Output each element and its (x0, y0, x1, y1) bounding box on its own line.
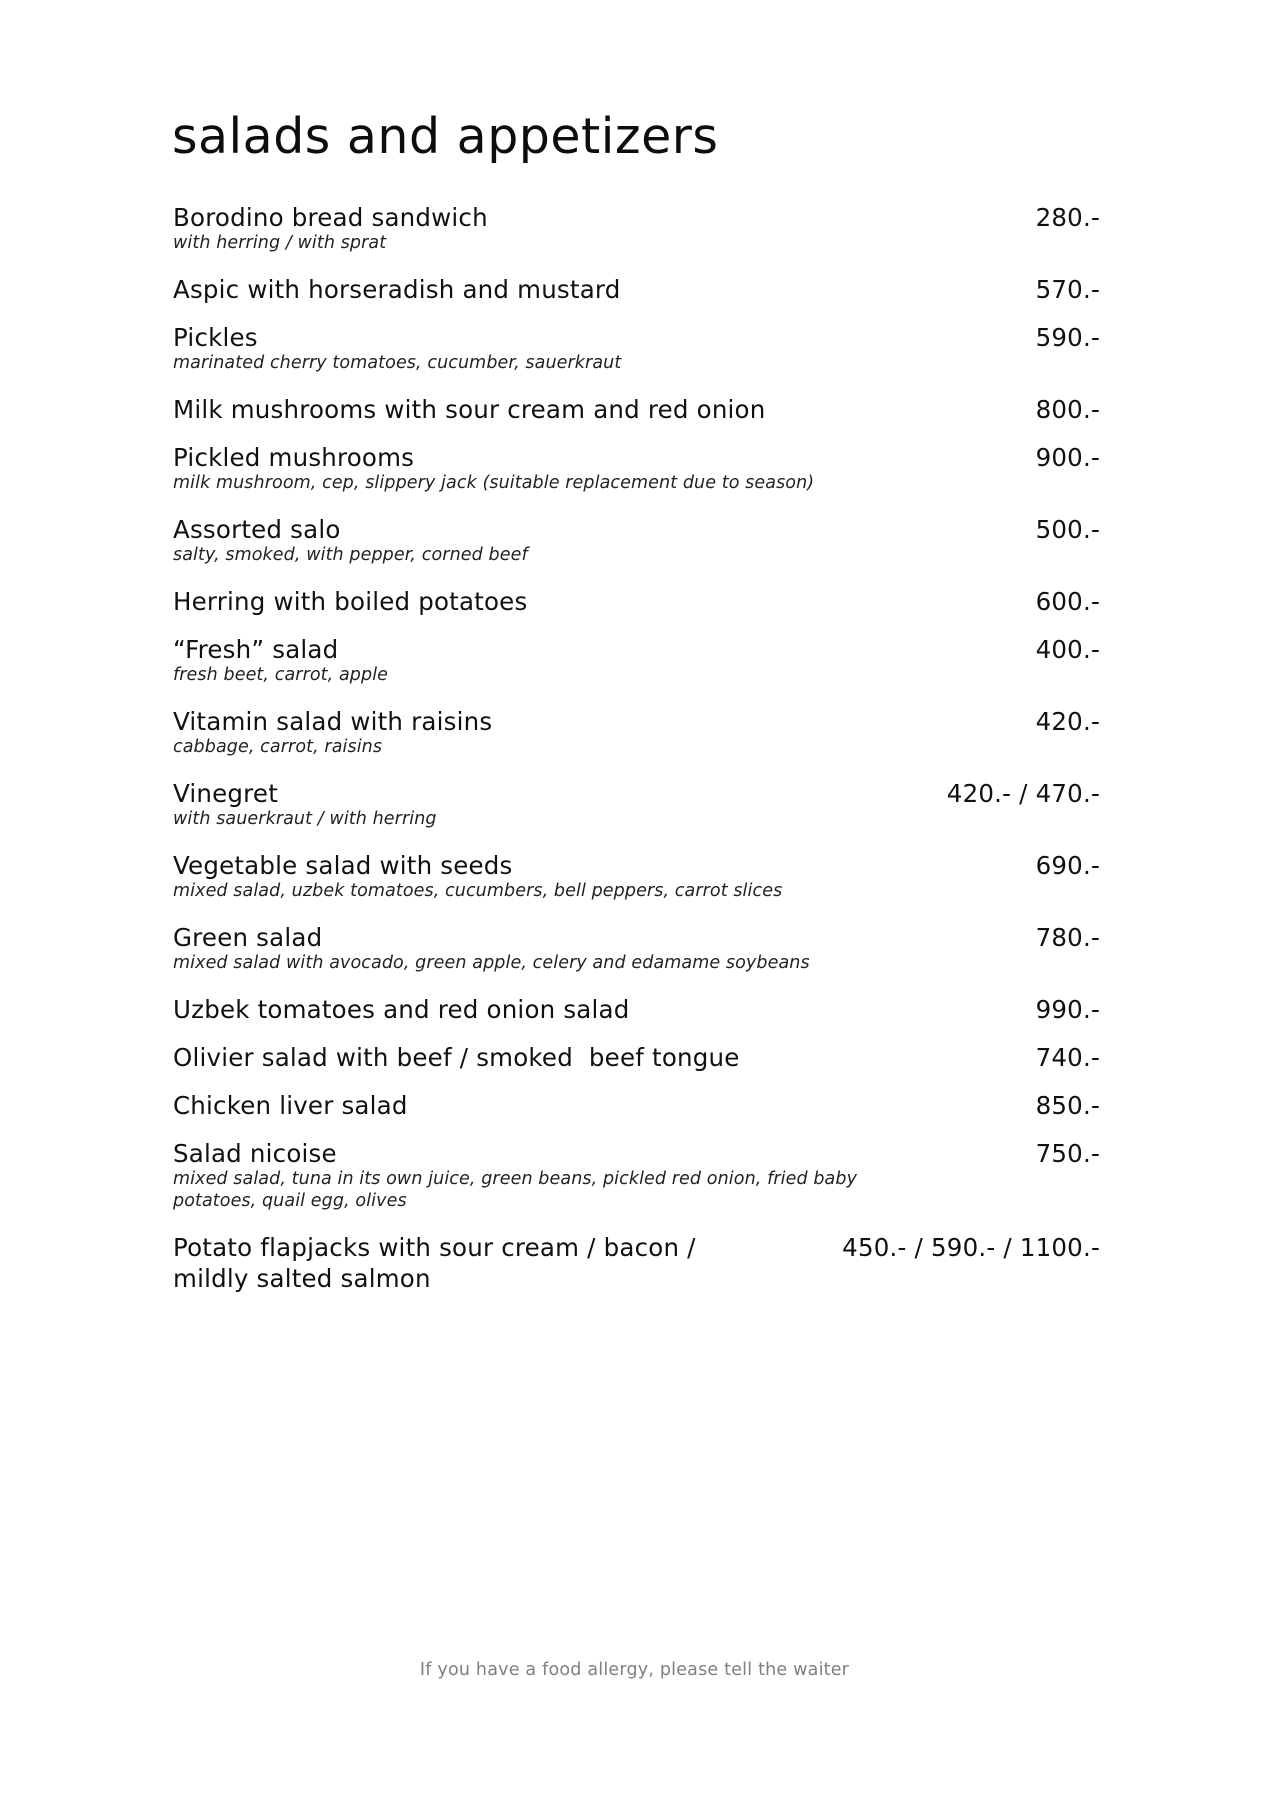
menu-item (173, 994, 1100, 1025)
menu-item (173, 1090, 1100, 1121)
item-name: Vegetable salad with seeds (173, 851, 513, 880)
item-price: 740.- (1035, 1043, 1100, 1072)
menu-item (173, 634, 1100, 686)
item-description: cabbage, carrot, raisins (173, 737, 383, 757)
item-price: 600.- (1035, 587, 1100, 616)
item-price: 900.- (1035, 443, 1100, 472)
item-price: 780.- (1035, 923, 1100, 952)
item-price: 420.- (1035, 707, 1100, 736)
menu-item (173, 1042, 1100, 1073)
item-description: salty, smoked, with pepper, corned beef (173, 545, 528, 565)
item-description: milk mushroom, cep, slippery jack (suitable replacement due to season) (173, 473, 815, 493)
item-name: Chicken liver salad (173, 1091, 408, 1120)
item-price: 750.- (1035, 1139, 1100, 1168)
page-title: salads and appetizers (172, 108, 719, 165)
item-price: 280.- (1035, 203, 1100, 232)
item-name: Green salad (173, 923, 323, 952)
item-description: marinated cherry tomatoes, cucumber, sauerkraut (173, 353, 622, 373)
item-name: Salad nicoise (173, 1139, 337, 1168)
item-price: 990.- (1035, 995, 1100, 1024)
item-name: Uzbek tomatoes and red onion salad (173, 995, 630, 1024)
item-name: Pickled mushrooms (173, 443, 415, 472)
item-name: Vitamin salad with raisins (173, 707, 493, 736)
menu-item (173, 274, 1100, 305)
item-name: Vinegret (173, 779, 278, 808)
item-name: “Fresh” salad (173, 635, 339, 664)
menu-item (173, 706, 1100, 758)
menu-item (173, 322, 1100, 374)
item-price: 570.- (1035, 275, 1100, 304)
item-name: Pickles (173, 323, 258, 352)
menu-item (173, 394, 1100, 425)
menu-item (173, 778, 1100, 830)
menu-item (173, 586, 1100, 617)
menu-item (173, 202, 1100, 254)
menu-item (173, 442, 1100, 494)
item-description: fresh beet, carrot, apple (173, 665, 389, 685)
item-price: 850.- (1035, 1091, 1100, 1120)
menu-item (173, 1138, 1100, 1212)
menu-item (173, 850, 1100, 902)
item-description: mixed salad with avocado, green apple, celery and edamame soybeans (173, 953, 810, 973)
menu-list (173, 202, 1100, 1294)
item-description: mixed salad, uzbek tomatoes, cucumbers, bell peppers, carrot slices (173, 881, 783, 901)
item-price: 590.- (1035, 323, 1100, 352)
item-name: Herring with boiled potatoes (173, 587, 528, 616)
menu-item (173, 922, 1100, 974)
allergy-note: If you have a food allergy, please tell the waiter (419, 1660, 850, 1680)
item-name: Milk mushrooms with sour cream and red onion (173, 395, 766, 424)
item-price: 420.- / 470.- (946, 779, 1100, 808)
item-price: 800.- (1035, 395, 1100, 424)
item-name: Potato flapjacks with sour cream / bacon / mildly salted salmon (173, 1233, 696, 1293)
item-name: Aspic with horseradish and mustard (173, 275, 621, 304)
item-name: Assorted salo (173, 515, 341, 544)
item-price: 400.- (1035, 635, 1100, 664)
item-name: Olivier salad with beef / smoked beef tongue (173, 1043, 740, 1072)
menu-item (173, 1232, 1100, 1294)
item-name: Borodino bread sandwich (173, 203, 488, 232)
menu-item (173, 514, 1100, 566)
item-description: mixed salad, tuna in its own juice, green beans, pickled red onion, fried baby potatoes, quail egg, olives (173, 1169, 858, 1211)
item-price: 450.- / 590.- / 1100.- (842, 1233, 1100, 1262)
item-description: with herring / with sprat (173, 233, 387, 253)
item-price: 690.- (1035, 851, 1100, 880)
item-description: with sauerkraut / with herring (173, 809, 437, 829)
item-price: 500.- (1035, 515, 1100, 544)
